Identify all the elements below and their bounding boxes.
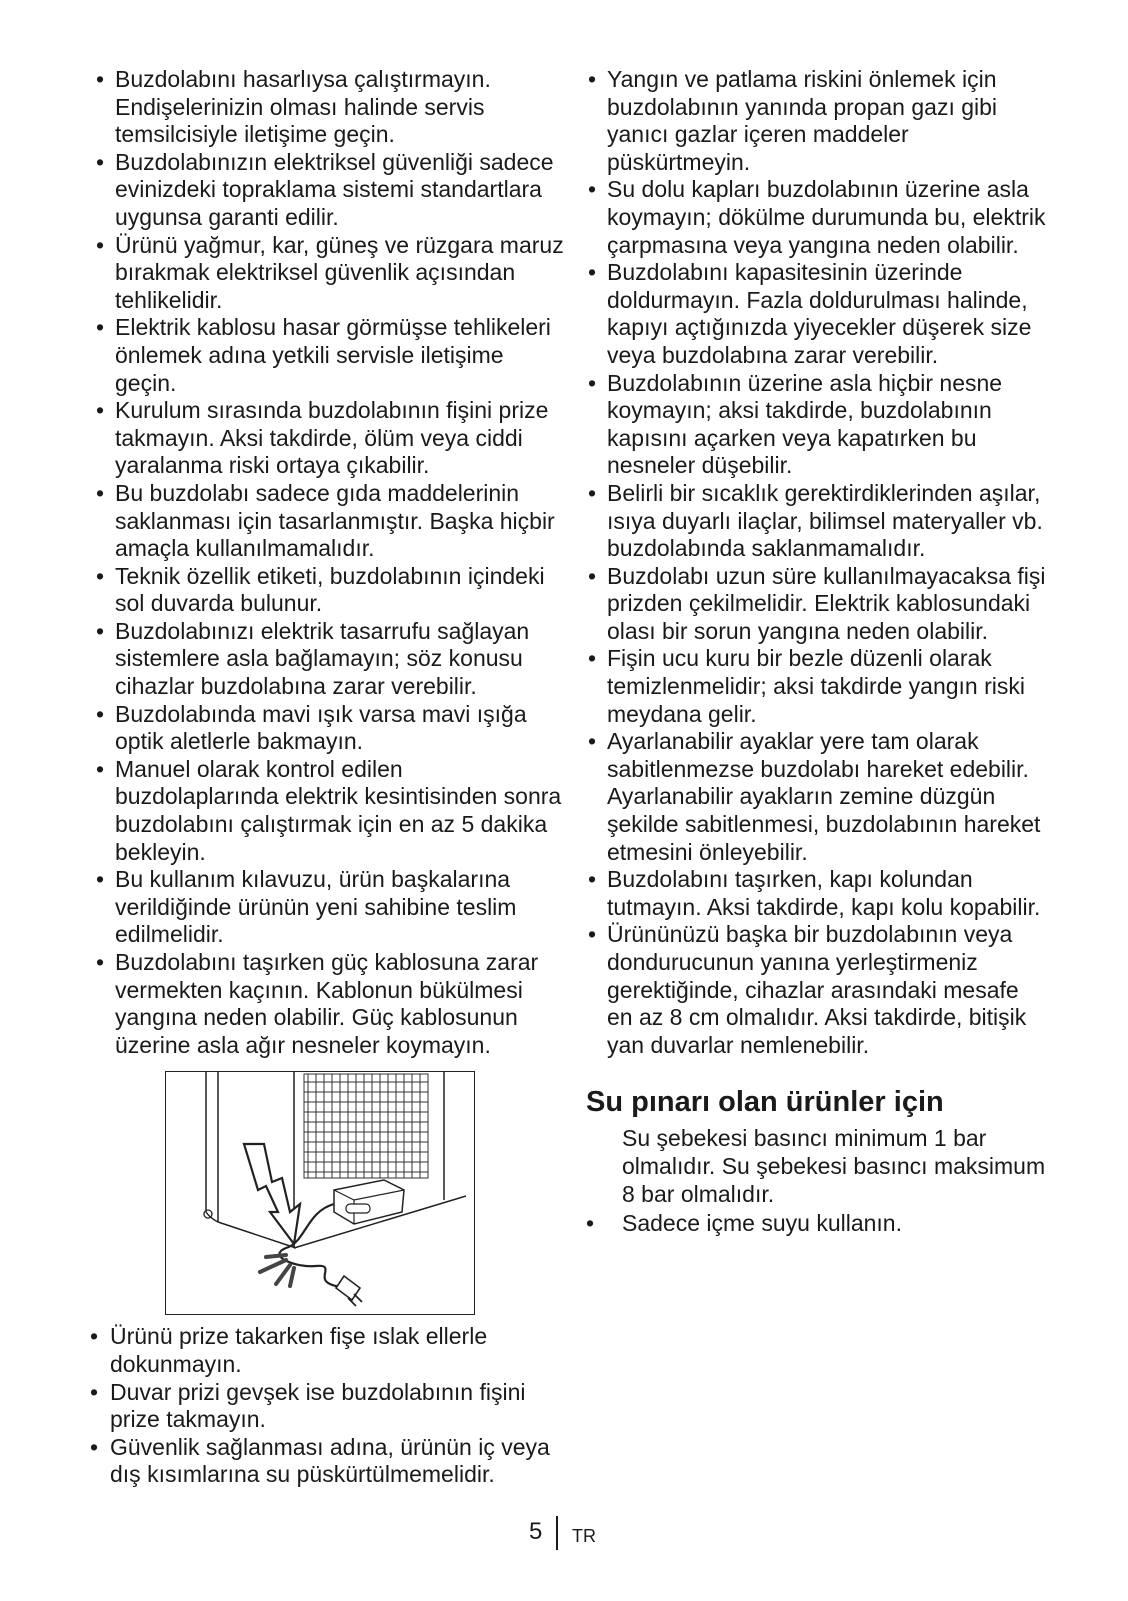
section-heading: Su pınarı olan ürünler için — [586, 1086, 944, 1119]
list-item: • Buzdolabında mavi ışık varsa mavi ışığa optik aletlerle bakmayın. — [88, 701, 566, 756]
page-number: 5 — [529, 1518, 543, 1545]
left-bullet-list-bottom — [88, 1323, 566, 1489]
list-item: • Buzdolabının üzerine asla hiçbir nesne koymayın; aksi takdirde, buzdolabının kapısını açarken veya kapatırken bu nesneler düşebilir. — [580, 370, 1050, 480]
list-item: • Buzdolabınızı elektrik tasarrufu sağlayan sistemlere asla bağlamayın; söz konusu cihazlar buzdolabına zarar verebilir. — [88, 618, 566, 701]
list-item: • Buzdolabını kapasitesinin üzerinde doldurmayın. Fazla doldurulması halinde, kapıyı açtığınızda yiyecekler düşerek size veya buzdolabına zarar verebilir. — [580, 259, 1050, 369]
language-code: TR — [572, 1526, 596, 1546]
list-item: • Ayarlanabilir ayaklar yere tam olarak sabitlenmezse buzdolabı hareket edebilir. Ayarlanabilir ayakların zemine düzgün şekilde sabitlenmesi, buzdolabının hareket etmesini önleyebilir. — [580, 728, 1050, 866]
fridge-power-cable-warning-illustration — [165, 1071, 475, 1315]
list-item: • Belirli bir sıcaklık gerektirdiklerinden aşılar, ısıya duyarlı ilaçlar, bilimsel materyaller vb. buzdolabında saklanmamalıdır. — [580, 480, 1050, 563]
right-column — [580, 66, 1050, 1238]
right-bullet-list — [580, 66, 1050, 1059]
list-item: • Kurulum sırasında buzdolabının fişini prize takmayın. Aksi takdirde, ölüm veya ciddi yaralanma riski ortaya çıkabilir. — [88, 397, 566, 480]
list-item: • Ürünü prize takarken fişe ıslak ellerle dokunmayın. — [88, 1323, 566, 1378]
list-item: • Ürününüzü başka bir buzdolabının veya dondurucunun yanına yerleştirmeniz gerektiğinde, cihazlar arasındaki mesafe en az 8 cm olmalıdır. Aksi takdirde, bitişik yan duvarlar nemlenebilir. — [580, 921, 1050, 1059]
footer-divider — [556, 1516, 558, 1550]
list-item: • Fişin ucu kuru bir bezle düzenli olarak temizlenmelidir; aksi takdirde yangın riski meydana gelir. — [580, 645, 1050, 728]
section-paragraph: Su şebekesi basıncı minimum 1 bar olmalıdır. Su şebekesi basıncı maksimum 8 bar olmalıdır. — [622, 1125, 1046, 1207]
list-item: • Elektrik kablosu hasar görmüşse tehlikeleri önlemek adına yetkili servisle iletişime geçin. — [88, 314, 566, 397]
left-bullet-list — [88, 66, 566, 1059]
page-footer — [0, 1516, 1128, 1550]
list-item: • Buzdolabınızın elektriksel güvenliği sadece evinizdeki topraklama sistemi standartlara uygunsa garanti edilir. — [88, 149, 566, 232]
list-item: • Buzdolabını taşırken güç kablosuna zarar vermekten kaçının. Kablonun bükülmesi yangına neden olabilir. Güç kablosunun üzerine asla ağır nesneler koymayın. — [88, 949, 566, 1059]
list-item: • Buzdolabını hasarlıysa çalıştırmayın. Endişelerinizin olması halinde servis temsilcisiyle iletişime geçin. — [88, 66, 566, 149]
list-item: • Teknik özellik etiketi, buzdolabının içindeki sol duvarda bulunur. — [88, 563, 566, 618]
list-item: • Bu buzdolabı sadece gıda maddelerinin saklanması için tasarlanmıştır. Başka hiçbir amaçla kullanılmamalıdır. — [88, 480, 566, 563]
list-item: • Güvenlik sağlanması adına, ürünün iç veya dış kısımlarına su püskürtülmemelidir. — [88, 1434, 566, 1489]
list-item: • Duvar prizi gevşek ise buzdolabının fişini prize takmayın. — [88, 1379, 566, 1434]
list-item: • Buzdolabını taşırken, kapı kolundan tutmayın. Aksi takdirde, kapı kolu kopabilir. — [580, 866, 1050, 921]
list-item: • Sadece içme suyu kullanın. — [580, 1210, 1050, 1238]
fridge-cable-drawing — [166, 1072, 474, 1314]
list-item: • Buzdolabı uzun süre kullanılmayacaksa fişi prizden çekilmelidir. Elektrik kablosundaki olası bir sorun yangına neden olabilir. — [580, 563, 1050, 646]
list-item: • Su dolu kapları buzdolabının üzerine asla koymayın; dökülme durumunda bu, elektrik çarpmasına veya yangına neden olabilir. — [580, 176, 1050, 259]
list-item: • Manuel olarak kontrol edilen buzdolaplarında elektrik kesintisinden sonra buzdolabını çalıştırmak için en az 5 dakika bekleyin. — [88, 756, 566, 866]
left-column — [88, 66, 566, 1489]
list-item: • Ürünü yağmur, kar, güneş ve rüzgara maruz bırakmak elektriksel güvenlik açısından tehlikelidir. — [88, 232, 566, 315]
section-bullet-list — [580, 1210, 1050, 1238]
list-item: • Yangın ve patlama riskini önlemek için buzdolabının yanında propan gazı gibi yanıcı gazlar içeren maddeler püskürtmeyin. — [580, 66, 1050, 176]
list-item: • Bu kullanım kılavuzu, ürün başkalarına verildiğinde ürünün yeni sahibine teslim edilmelidir. — [88, 866, 566, 949]
